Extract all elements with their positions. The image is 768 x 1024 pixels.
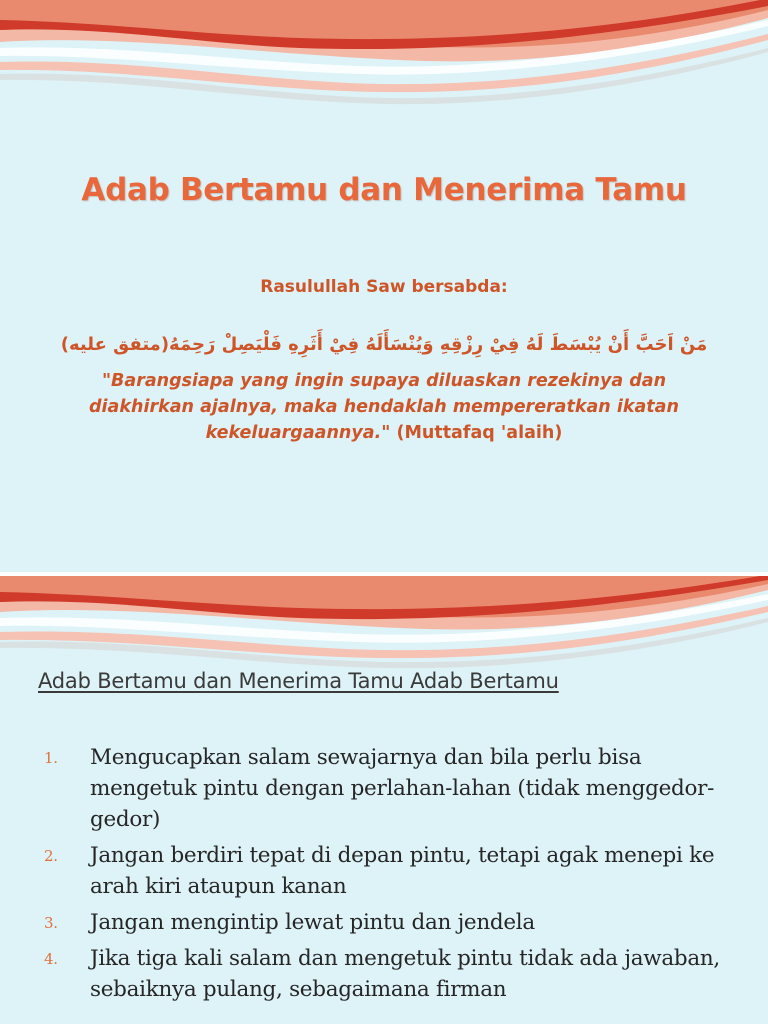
hadith-source: (Muttafaq 'alaih) bbox=[390, 423, 563, 443]
slide-2 bbox=[0, 576, 768, 1024]
hadith-translation bbox=[58, 368, 710, 446]
decorative-swoosh-header bbox=[0, 576, 768, 671]
etiquette-list bbox=[44, 742, 744, 1010]
list-item-text: Jangan berdiri tepat di depan pintu, tetapi agak menepi ke arah kiri ataupun kanan bbox=[90, 843, 715, 899]
slide-title: Adab Bertamu dan Menerima Tamu Adab Bertamu bbox=[38, 669, 559, 693]
slide-subtitle: Rasulullah Saw bersabda: bbox=[260, 277, 508, 297]
decorative-swoosh-header bbox=[0, 0, 768, 110]
list-item bbox=[44, 742, 744, 835]
list-item bbox=[44, 943, 744, 1005]
hadith-arabic-text: مَنْ اَحَبَّ أَنْ يُبْسَطَ لَهُ فِيْ رِزْقِهِ وَيُنْسَأَلَهُ فِيْ أَثَرِهِ فَلْيَصِلْ رَحِمَهُ(متفق عليه) bbox=[60, 334, 708, 355]
slide-title: Adab Bertamu dan Menerima Tamu bbox=[81, 172, 687, 208]
list-number: 2. bbox=[44, 847, 58, 865]
list-number: 1. bbox=[44, 749, 58, 767]
list-item bbox=[44, 840, 744, 902]
list-item bbox=[44, 907, 744, 938]
hadith-translation-text: "Barangsiapa yang ingin supaya diluaskan rezekinya dan diakhirkan ajalnya, maka hendaklah mempereratkan ikatan kekeluargaannya." bbox=[89, 371, 679, 443]
list-item-text: Jangan mengintip lewat pintu dan jendela bbox=[90, 910, 535, 935]
list-item-text: Mengucapkan salam sewajarnya dan bila perlu bisa mengetuk pintu dengan perlahan-lahan (tidak menggedor-gedor) bbox=[90, 745, 715, 832]
list-number: 4. bbox=[44, 950, 58, 968]
list-number: 3. bbox=[44, 914, 58, 932]
list-item-text: Jika tiga kali salam dan mengetuk pintu tidak ada jawaban, sebaiknya pulang, sebagaimana firman bbox=[90, 946, 720, 1002]
